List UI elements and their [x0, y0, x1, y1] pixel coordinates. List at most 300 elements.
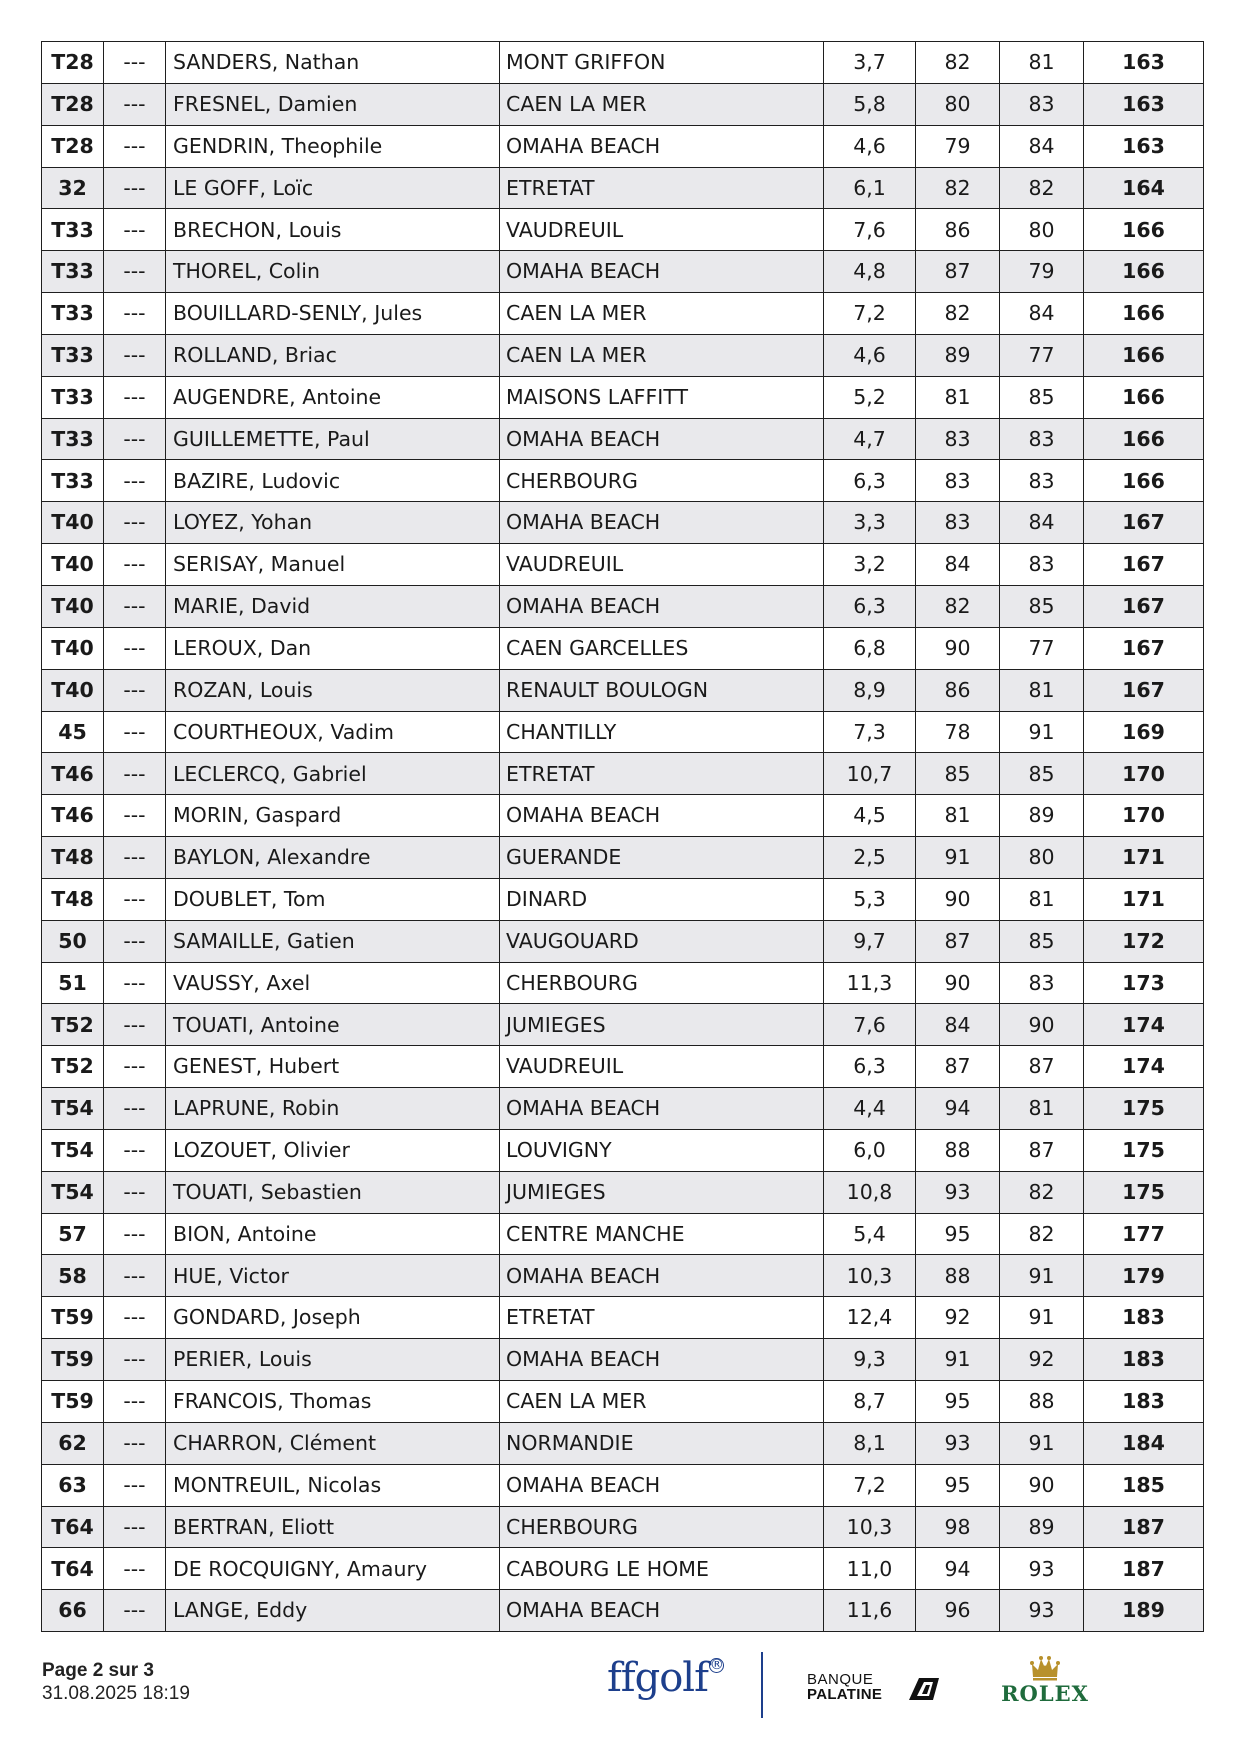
handicap-index-cell: 8,1: [824, 1422, 916, 1464]
handicap-index-cell: 4,5: [824, 795, 916, 837]
round-1-cell: 86: [916, 669, 1000, 711]
handicap-index-cell: 5,2: [824, 376, 916, 418]
round-2-cell: 90: [1000, 1464, 1084, 1506]
total-score-cell: 167: [1084, 502, 1204, 544]
club-cell: CAEN LA MER: [500, 83, 824, 125]
round-2-cell: 83: [1000, 83, 1084, 125]
player-name-cell: LOYEZ, Yohan: [166, 502, 500, 544]
page-number: Page 2 sur 3: [42, 1660, 154, 1681]
position-cell: T59: [42, 1381, 104, 1423]
table-row: [42, 42, 1204, 84]
table-row: [42, 1255, 1204, 1297]
club-cell: OMAHA BEACH: [500, 125, 824, 167]
player-name-cell: SAMAILLE, Gatien: [166, 920, 500, 962]
total-score-cell: 179: [1084, 1255, 1204, 1297]
position-cell: T40: [42, 669, 104, 711]
round-2-cell: 84: [1000, 293, 1084, 335]
table-row: [42, 125, 1204, 167]
total-score-cell: 167: [1084, 585, 1204, 627]
round-1-cell: 93: [916, 1171, 1000, 1213]
total-score-cell: 171: [1084, 837, 1204, 879]
club-cell: ETRETAT: [500, 1297, 824, 1339]
handicap-index-cell: 9,7: [824, 920, 916, 962]
flag-cell: ---: [104, 42, 166, 84]
table-row: [42, 1422, 1204, 1464]
table-row: [42, 1046, 1204, 1088]
position-cell: T52: [42, 1046, 104, 1088]
total-score-cell: 174: [1084, 1004, 1204, 1046]
round-2-cell: 89: [1000, 1506, 1084, 1548]
round-1-cell: 84: [916, 544, 1000, 586]
round-1-cell: 82: [916, 42, 1000, 84]
round-2-cell: 88: [1000, 1381, 1084, 1423]
player-name-cell: TOUATI, Sebastien: [166, 1171, 500, 1213]
table-row: [42, 376, 1204, 418]
table-row: [42, 209, 1204, 251]
table-row: [42, 878, 1204, 920]
position-cell: T40: [42, 502, 104, 544]
registered-mark: ®: [709, 1657, 724, 1673]
total-score-cell: 171: [1084, 878, 1204, 920]
player-name-cell: MORIN, Gaspard: [166, 795, 500, 837]
handicap-index-cell: 10,8: [824, 1171, 916, 1213]
table-row: [42, 418, 1204, 460]
flag-cell: ---: [104, 502, 166, 544]
player-name-cell: ROZAN, Louis: [166, 669, 500, 711]
total-score-cell: 167: [1084, 669, 1204, 711]
position-cell: T48: [42, 837, 104, 879]
round-1-cell: 79: [916, 125, 1000, 167]
flag-cell: ---: [104, 711, 166, 753]
flag-cell: ---: [104, 1088, 166, 1130]
player-name-cell: PERIER, Louis: [166, 1339, 500, 1381]
position-cell: T40: [42, 627, 104, 669]
player-name-cell: GONDARD, Joseph: [166, 1297, 500, 1339]
table-row: [42, 1004, 1204, 1046]
position-cell: T33: [42, 376, 104, 418]
player-name-cell: COURTHEOUX, Vadim: [166, 711, 500, 753]
handicap-index-cell: 10,7: [824, 753, 916, 795]
table-row: [42, 1381, 1204, 1423]
flag-cell: ---: [104, 585, 166, 627]
handicap-index-cell: 6,1: [824, 167, 916, 209]
palatine-line-2: PALATINE: [807, 1686, 883, 1703]
flag-cell: ---: [104, 1004, 166, 1046]
table-row: [42, 920, 1204, 962]
player-name-cell: SERISAY, Manuel: [166, 544, 500, 586]
total-score-cell: 175: [1084, 1171, 1204, 1213]
handicap-index-cell: 10,3: [824, 1506, 916, 1548]
table-row: [42, 1171, 1204, 1213]
total-score-cell: 183: [1084, 1339, 1204, 1381]
handicap-index-cell: 4,8: [824, 251, 916, 293]
round-1-cell: 98: [916, 1506, 1000, 1548]
round-2-cell: 83: [1000, 418, 1084, 460]
total-score-cell: 166: [1084, 418, 1204, 460]
flag-cell: ---: [104, 1171, 166, 1213]
club-cell: MAISONS LAFFITT: [500, 376, 824, 418]
player-name-cell: DE ROCQUIGNY, Amaury: [166, 1548, 500, 1590]
handicap-index-cell: 3,7: [824, 42, 916, 84]
round-1-cell: 87: [916, 251, 1000, 293]
round-1-cell: 91: [916, 1339, 1000, 1381]
handicap-index-cell: 10,3: [824, 1255, 916, 1297]
flag-cell: ---: [104, 920, 166, 962]
handicap-index-cell: 3,3: [824, 502, 916, 544]
player-name-cell: BERTRAN, Eliott: [166, 1506, 500, 1548]
flag-cell: ---: [104, 83, 166, 125]
total-score-cell: 169: [1084, 711, 1204, 753]
round-2-cell: 85: [1000, 585, 1084, 627]
round-2-cell: 82: [1000, 167, 1084, 209]
total-score-cell: 167: [1084, 544, 1204, 586]
round-1-cell: 95: [916, 1381, 1000, 1423]
flag-cell: ---: [104, 209, 166, 251]
total-score-cell: 175: [1084, 1129, 1204, 1171]
position-cell: T28: [42, 83, 104, 125]
player-name-cell: GENDRIN, Theophile: [166, 125, 500, 167]
position-cell: 58: [42, 1255, 104, 1297]
position-cell: 45: [42, 711, 104, 753]
table-row: [42, 1590, 1204, 1632]
results-table: [41, 41, 1204, 1632]
round-2-cell: 79: [1000, 251, 1084, 293]
club-cell: VAUGOUARD: [500, 920, 824, 962]
total-score-cell: 164: [1084, 167, 1204, 209]
handicap-index-cell: 5,8: [824, 83, 916, 125]
total-score-cell: 170: [1084, 795, 1204, 837]
round-1-cell: 92: [916, 1297, 1000, 1339]
total-score-cell: 163: [1084, 42, 1204, 84]
position-cell: T59: [42, 1297, 104, 1339]
club-cell: OMAHA BEACH: [500, 1464, 824, 1506]
player-name-cell: FRESNEL, Damien: [166, 83, 500, 125]
round-1-cell: 85: [916, 753, 1000, 795]
handicap-index-cell: 7,6: [824, 209, 916, 251]
club-cell: OMAHA BEACH: [500, 1088, 824, 1130]
position-cell: 32: [42, 167, 104, 209]
club-cell: MONT GRIFFON: [500, 42, 824, 84]
total-score-cell: 184: [1084, 1422, 1204, 1464]
total-score-cell: 166: [1084, 334, 1204, 376]
flag-cell: ---: [104, 376, 166, 418]
total-score-cell: 187: [1084, 1506, 1204, 1548]
flag-cell: ---: [104, 1255, 166, 1297]
handicap-index-cell: 11,6: [824, 1590, 916, 1632]
table-row: [42, 502, 1204, 544]
flag-cell: ---: [104, 627, 166, 669]
round-2-cell: 83: [1000, 544, 1084, 586]
round-2-cell: 81: [1000, 42, 1084, 84]
handicap-index-cell: 2,5: [824, 837, 916, 879]
handicap-index-cell: 9,3: [824, 1339, 916, 1381]
palatine-line-1: BANQUE: [807, 1671, 874, 1688]
rolex-wordmark: ROLEX: [1001, 1681, 1089, 1706]
table-row: [42, 293, 1204, 335]
flag-cell: ---: [104, 1339, 166, 1381]
club-cell: JUMIEGES: [500, 1004, 824, 1046]
position-cell: T33: [42, 418, 104, 460]
player-name-cell: BOUILLARD-SENLY, Jules: [166, 293, 500, 335]
player-name-cell: LAPRUNE, Robin: [166, 1088, 500, 1130]
position-cell: T33: [42, 293, 104, 335]
round-1-cell: 80: [916, 83, 1000, 125]
total-score-cell: 166: [1084, 251, 1204, 293]
table-row: [42, 83, 1204, 125]
club-cell: VAUDREUIL: [500, 544, 824, 586]
flag-cell: ---: [104, 251, 166, 293]
round-1-cell: 91: [916, 837, 1000, 879]
position-cell: T33: [42, 251, 104, 293]
results-body: [42, 42, 1204, 1632]
club-cell: CHERBOURG: [500, 1506, 824, 1548]
table-row: [42, 1129, 1204, 1171]
handicap-index-cell: 6,3: [824, 1046, 916, 1088]
club-cell: CAEN GARCELLES: [500, 627, 824, 669]
total-score-cell: 183: [1084, 1297, 1204, 1339]
flag-cell: ---: [104, 418, 166, 460]
round-1-cell: 83: [916, 418, 1000, 460]
round-1-cell: 82: [916, 585, 1000, 627]
club-cell: OMAHA BEACH: [500, 418, 824, 460]
round-2-cell: 83: [1000, 460, 1084, 502]
player-name-cell: HUE, Victor: [166, 1255, 500, 1297]
banque-palatine-logo: [807, 1672, 942, 1712]
total-score-cell: 185: [1084, 1464, 1204, 1506]
footer-info: [42, 1660, 190, 1705]
round-1-cell: 95: [916, 1213, 1000, 1255]
table-row: [42, 962, 1204, 1004]
player-name-cell: GENEST, Hubert: [166, 1046, 500, 1088]
table-row: [42, 251, 1204, 293]
round-1-cell: 89: [916, 334, 1000, 376]
position-cell: T40: [42, 585, 104, 627]
position-cell: T64: [42, 1548, 104, 1590]
table-row: [42, 1464, 1204, 1506]
round-2-cell: 80: [1000, 209, 1084, 251]
round-1-cell: 90: [916, 962, 1000, 1004]
handicap-index-cell: 7,3: [824, 711, 916, 753]
position-cell: T33: [42, 334, 104, 376]
flag-cell: ---: [104, 1297, 166, 1339]
round-1-cell: 84: [916, 1004, 1000, 1046]
handicap-index-cell: 7,2: [824, 1464, 916, 1506]
handicap-index-cell: 8,9: [824, 669, 916, 711]
total-score-cell: 174: [1084, 1046, 1204, 1088]
player-name-cell: DOUBLET, Tom: [166, 878, 500, 920]
table-row: [42, 753, 1204, 795]
position-cell: T52: [42, 1004, 104, 1046]
round-2-cell: 91: [1000, 1255, 1084, 1297]
flag-cell: ---: [104, 962, 166, 1004]
flag-cell: ---: [104, 460, 166, 502]
handicap-index-cell: 4,7: [824, 418, 916, 460]
player-name-cell: THOREL, Colin: [166, 251, 500, 293]
player-name-cell: AUGENDRE, Antoine: [166, 376, 500, 418]
player-name-cell: SANDERS, Nathan: [166, 42, 500, 84]
flag-cell: ---: [104, 1506, 166, 1548]
club-cell: OMAHA BEACH: [500, 585, 824, 627]
crown-icon: [1030, 1655, 1060, 1681]
flag-cell: ---: [104, 1129, 166, 1171]
table-row: [42, 1506, 1204, 1548]
position-cell: T54: [42, 1171, 104, 1213]
position-cell: 62: [42, 1422, 104, 1464]
flag-cell: ---: [104, 1213, 166, 1255]
round-2-cell: 90: [1000, 1004, 1084, 1046]
position-cell: T54: [42, 1088, 104, 1130]
position-cell: 50: [42, 920, 104, 962]
player-name-cell: MONTREUIL, Nicolas: [166, 1464, 500, 1506]
round-1-cell: 90: [916, 878, 1000, 920]
round-2-cell: 91: [1000, 1297, 1084, 1339]
flag-cell: ---: [104, 334, 166, 376]
total-score-cell: 166: [1084, 209, 1204, 251]
total-score-cell: 173: [1084, 962, 1204, 1004]
club-cell: OMAHA BEACH: [500, 1590, 824, 1632]
handicap-index-cell: 12,4: [824, 1297, 916, 1339]
position-cell: T64: [42, 1506, 104, 1548]
handicap-index-cell: 6,8: [824, 627, 916, 669]
round-1-cell: 78: [916, 711, 1000, 753]
position-cell: T33: [42, 209, 104, 251]
total-score-cell: 166: [1084, 376, 1204, 418]
round-1-cell: 87: [916, 1046, 1000, 1088]
round-1-cell: 90: [916, 627, 1000, 669]
round-2-cell: 87: [1000, 1129, 1084, 1171]
round-1-cell: 93: [916, 1422, 1000, 1464]
round-2-cell: 93: [1000, 1548, 1084, 1590]
position-cell: 66: [42, 1590, 104, 1632]
table-row: [42, 1088, 1204, 1130]
round-2-cell: 85: [1000, 376, 1084, 418]
round-1-cell: 87: [916, 920, 1000, 962]
round-2-cell: 82: [1000, 1171, 1084, 1213]
club-cell: RENAULT BOULOGN: [500, 669, 824, 711]
position-cell: T46: [42, 795, 104, 837]
handicap-index-cell: 4,6: [824, 334, 916, 376]
flag-cell: ---: [104, 1464, 166, 1506]
handicap-index-cell: 3,2: [824, 544, 916, 586]
flag-cell: ---: [104, 669, 166, 711]
flag-cell: ---: [104, 753, 166, 795]
total-score-cell: 183: [1084, 1381, 1204, 1423]
flag-cell: ---: [104, 1548, 166, 1590]
total-score-cell: 166: [1084, 293, 1204, 335]
club-cell: CAEN LA MER: [500, 293, 824, 335]
round-2-cell: 93: [1000, 1590, 1084, 1632]
flag-cell: ---: [104, 795, 166, 837]
handicap-index-cell: 7,6: [824, 1004, 916, 1046]
round-1-cell: 95: [916, 1464, 1000, 1506]
round-2-cell: 92: [1000, 1339, 1084, 1381]
table-row: [42, 544, 1204, 586]
club-cell: CAEN LA MER: [500, 334, 824, 376]
player-name-cell: LECLERCQ, Gabriel: [166, 753, 500, 795]
table-row: [42, 1339, 1204, 1381]
round-2-cell: 81: [1000, 669, 1084, 711]
club-cell: NORMANDIE: [500, 1422, 824, 1464]
table-row: [42, 585, 1204, 627]
position-cell: T28: [42, 42, 104, 84]
round-1-cell: 94: [916, 1088, 1000, 1130]
position-cell: T46: [42, 753, 104, 795]
player-name-cell: CHARRON, Clément: [166, 1422, 500, 1464]
flag-cell: ---: [104, 837, 166, 879]
player-name-cell: MARIE, David: [166, 585, 500, 627]
table-row: [42, 1548, 1204, 1590]
round-1-cell: 88: [916, 1129, 1000, 1171]
club-cell: JUMIEGES: [500, 1171, 824, 1213]
round-2-cell: 84: [1000, 125, 1084, 167]
round-2-cell: 81: [1000, 878, 1084, 920]
club-cell: CHERBOURG: [500, 460, 824, 502]
club-cell: OMAHA BEACH: [500, 1255, 824, 1297]
club-cell: OMAHA BEACH: [500, 1339, 824, 1381]
club-cell: DINARD: [500, 878, 824, 920]
club-cell: LOUVIGNY: [500, 1129, 824, 1171]
total-score-cell: 187: [1084, 1548, 1204, 1590]
round-2-cell: 85: [1000, 920, 1084, 962]
club-cell: VAUDREUIL: [500, 209, 824, 251]
round-2-cell: 82: [1000, 1213, 1084, 1255]
handicap-index-cell: 5,4: [824, 1213, 916, 1255]
club-cell: CHERBOURG: [500, 962, 824, 1004]
flag-cell: ---: [104, 167, 166, 209]
player-name-cell: LANGE, Eddy: [166, 1590, 500, 1632]
handicap-index-cell: 6,3: [824, 585, 916, 627]
total-score-cell: 189: [1084, 1590, 1204, 1632]
total-score-cell: 170: [1084, 753, 1204, 795]
total-score-cell: 177: [1084, 1213, 1204, 1255]
flag-cell: ---: [104, 544, 166, 586]
flag-cell: ---: [104, 1590, 166, 1632]
total-score-cell: 163: [1084, 125, 1204, 167]
player-name-cell: FRANCOIS, Thomas: [166, 1381, 500, 1423]
flag-cell: ---: [104, 878, 166, 920]
flag-cell: ---: [104, 125, 166, 167]
table-row: [42, 711, 1204, 753]
round-2-cell: 91: [1000, 1422, 1084, 1464]
round-2-cell: 84: [1000, 502, 1084, 544]
player-name-cell: ROLLAND, Briac: [166, 334, 500, 376]
position-cell: 63: [42, 1464, 104, 1506]
club-cell: CENTRE MANCHE: [500, 1213, 824, 1255]
round-1-cell: 82: [916, 293, 1000, 335]
total-score-cell: 175: [1084, 1088, 1204, 1130]
table-row: [42, 1297, 1204, 1339]
flag-cell: ---: [104, 1381, 166, 1423]
round-1-cell: 94: [916, 1548, 1000, 1590]
round-1-cell: 81: [916, 376, 1000, 418]
table-row: [42, 334, 1204, 376]
round-1-cell: 81: [916, 795, 1000, 837]
table-row: [42, 460, 1204, 502]
club-cell: CAEN LA MER: [500, 1381, 824, 1423]
flag-cell: ---: [104, 1046, 166, 1088]
club-cell: OMAHA BEACH: [500, 502, 824, 544]
handicap-index-cell: 5,3: [824, 878, 916, 920]
player-name-cell: GUILLEMETTE, Paul: [166, 418, 500, 460]
club-cell: OMAHA BEACH: [500, 795, 824, 837]
player-name-cell: BRECHON, Louis: [166, 209, 500, 251]
position-cell: T48: [42, 878, 104, 920]
table-row: [42, 167, 1204, 209]
handicap-index-cell: 7,2: [824, 293, 916, 335]
round-2-cell: 83: [1000, 962, 1084, 1004]
position-cell: T40: [42, 544, 104, 586]
club-cell: CHANTILLY: [500, 711, 824, 753]
